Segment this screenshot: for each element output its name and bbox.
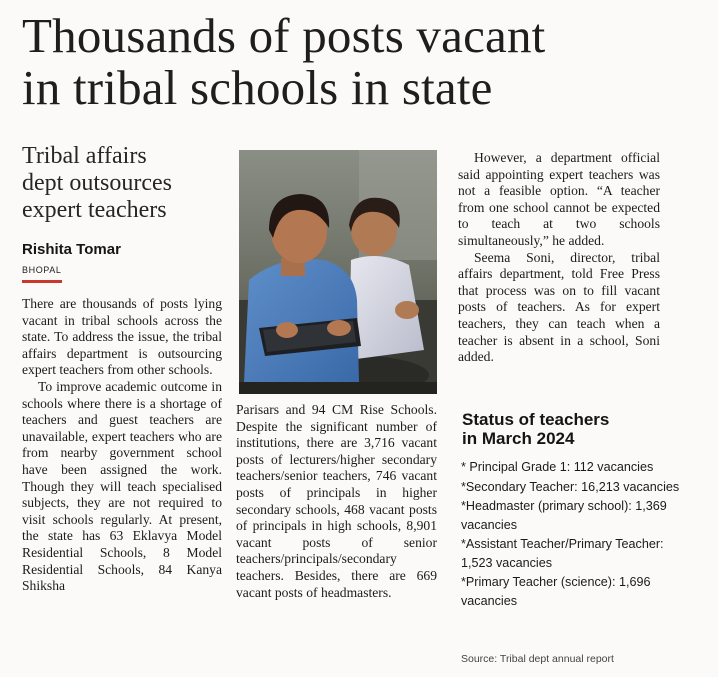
paragraph-academic-outcome-continued bbox=[236, 402, 437, 601]
paragraph-academic-outcome-end: Parisars and 94 CM Rise Schools. Despite the significant number of institutions, there are 3,716 vacant posts of lecturers/higher secondary teachers/senior teachers, 746 vacant posts of principals in higher secondary schools, 468 vacant posts of principals in high schools, 8,901 vacant posts of senior teachers/principals/secondary teachers. Besides, there are 669 vacant posts of headmasters. bbox=[236, 402, 437, 600]
dateline: BHOPAL bbox=[22, 265, 62, 275]
accent-rule bbox=[22, 280, 62, 283]
photo-students-with-tablet bbox=[239, 150, 437, 394]
paragraph-director-quote: Seema Soni, director, tribal affairs department, told Free Press that process was on to fill vacant posts of teachers. As for expert teachers, they can teach when a teacher is absent in a school, Soni added. bbox=[458, 249, 660, 365]
status-title-line-1: Status of teachers bbox=[462, 410, 610, 429]
author-byline: Rishita Tomar bbox=[22, 241, 121, 258]
article-column-1 bbox=[22, 296, 222, 595]
paragraph-academic-outcome bbox=[22, 379, 222, 595]
subhead-line-2: dept outsources bbox=[22, 170, 172, 196]
paragraph-academic-outcome-start: To improve academic outcome in schools where there is a shortage of teachers and guest teachers are unavailable, expert teachers who are from nearby government school have been assigned the work. Though they will teach specialised subjects, they are not required to visit schools regularly. At present, the state has 63 Eklavya Model Residential Schools, 8 Model Residential Schools, 84 Kanya Shiksha bbox=[22, 378, 222, 594]
headline bbox=[22, 10, 702, 114]
vacancy-list bbox=[461, 458, 681, 611]
headline-line-1: Thousands of posts vacant bbox=[22, 8, 546, 63]
status-box-title bbox=[462, 410, 702, 448]
article-column-2 bbox=[236, 402, 437, 601]
vacancy-item-secondary-teacher: *Secondary Teacher: 16,213 vacancies bbox=[461, 479, 680, 494]
status-title-line-2: in March 2024 bbox=[462, 429, 575, 448]
subheadline bbox=[22, 143, 227, 224]
article-column-3 bbox=[458, 150, 660, 366]
subhead-line-1: Tribal affairs bbox=[22, 143, 147, 169]
vacancy-item-headmaster: *Headmaster (primary school): 1,369 vacancies bbox=[461, 499, 667, 532]
vacancy-item-primary-teacher-science: *Primary Teacher (science): 1,696 vacancies bbox=[461, 575, 651, 608]
headline-line-2: in tribal schools in state bbox=[22, 60, 493, 115]
source-credit: Source: Tribal dept annual report bbox=[461, 653, 614, 665]
paragraph-official-response: However, a department official said appointing expert teachers was not a feasible option. “A teacher from one school cannot be expected to teach at two schools simultaneously,” he added. bbox=[458, 150, 660, 248]
paragraph-intro: There are thousands of posts lying vacant in tribal schools across the state. To address the issue, the tribal affairs department is outsourcing expert teachers from other schools. bbox=[22, 296, 222, 378]
vacancy-item-assistant-teacher: *Assistant Teacher/Primary Teacher: 1,523 vacancies bbox=[461, 537, 664, 570]
vacancy-item-principal: * Principal Grade 1: 112 vacancies bbox=[461, 460, 654, 474]
subhead-line-3: expert teachers bbox=[22, 197, 167, 223]
